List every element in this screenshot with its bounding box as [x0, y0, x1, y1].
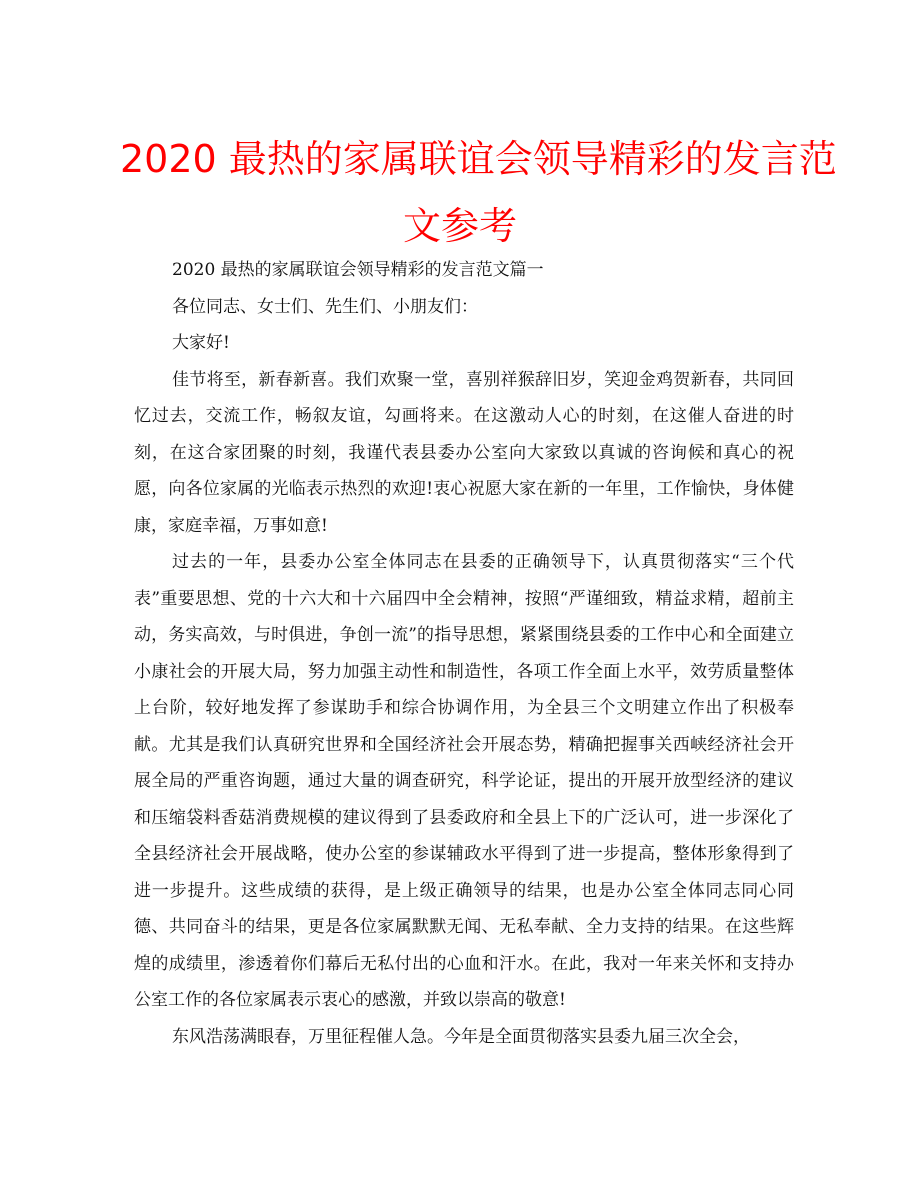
document-title-line-1: 2020 最热的家属联谊会领导精彩的发言范	[120, 137, 837, 181]
paragraph: 佳节将至，新春新喜。我们欢聚一堂，喜别祥猴辞旧岁，笑迎金鸡贺新春，共同回忆过去，交流工作，畅叙友谊，勾画将来。在这激动人心的时刻，在这催人奋进的时刻，在这合家团聚的时刻，我谨代表县委办公室向大家致以真诚的咨询候和真心的祝愿，向各位家属的光临表示热烈的欢迎!衷心祝愿大家在新的一年里，工作愉快，身体健康，家庭幸福，万事如意!	[134, 369, 794, 536]
paragraph: 东风浩荡满眼春，万里征程催人急。今年是全面贯彻落实县委九届三次全会，	[172, 1026, 750, 1047]
document-title-line-2: 文参考	[402, 204, 517, 248]
document-body	[134, 252, 794, 1055]
paragraph: 过去的一年，县委办公室全体同志在县委的正确领导下，认真贯彻落实“三个代表”重要思想、党的十六大和十六届四中全会精神，按照“严谨细致，精益求精，超前主动，务实高效，与时俱进，争创一流”的指导思想，紧紧围绕县委的工作中心和全面建立小康社会的开展大局，努力加强主动性和制造性，各项工作全面上水平，效劳质量整体上台阶，较好地发挥了参谋助手和综合协调作用，为全县三个文明建立作出了积极奉献。尤其是我们认真研究世界和全国经济社会开展态势，精确把握事关西峡经济社会开展全局的严重咨询题，通过大量的调查研究，科学论证，提出的开展开放型经济的建议和压缩袋料香菇消费规模的建议得到了县委政府和全县上下的广泛认可，进一步深化了全县经济社会开展战略，使办公室的参谋辅政水平得到了进一步提高，整体形象得到了进一步提升。这些成绩的获得，是上级正确领导的结果，也是办公室全体同志同心同德、共同奋斗的结果，更是各位家属默默无闻、无私奉献、全力支持的结果。在这些辉煌的成绩里，渗透着你们幕后无私付出的心血和汗水。在此，我对一年来关怀和支持办公室工作的各位家属表示衷心的感激，并致以崇高的敬意!	[134, 552, 794, 1010]
greeting: 大家好!	[172, 333, 230, 353]
salutation: 各位同志、女士们、先生们、小朋友们：	[172, 296, 478, 317]
section-heading: 2020 最热的家属联谊会领导精彩的发言范文篇一	[172, 260, 544, 280]
